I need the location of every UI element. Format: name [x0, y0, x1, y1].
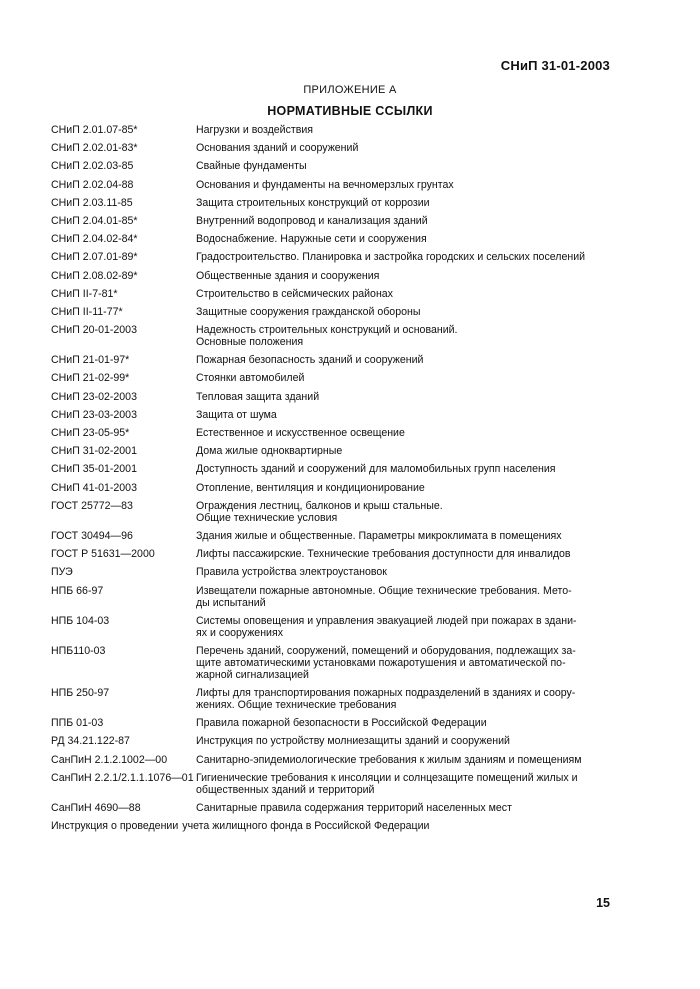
reference-code: СанПиН 2.1.2.1002—00	[51, 753, 168, 766]
reference-title: Градостроительство. Планировка и застройка городских и сельских поселений	[196, 251, 586, 264]
reference-code: СНиП 2.07.01-89*	[51, 251, 138, 264]
appendix-label: ПРИЛОЖЕНИЕ А	[303, 84, 397, 96]
reference-code: СНиП 21-01-97*	[51, 354, 130, 367]
section-title: НОРМАТИВНЫЕ ССЫЛКИ	[267, 104, 433, 118]
reference-code: СНиП 21-02-99*	[51, 372, 130, 385]
reference-code: СНиП 2.02.01-83*	[51, 142, 138, 155]
reference-row	[51, 585, 621, 609]
reference-row	[51, 233, 621, 245]
reference-code: НПБ110-03	[51, 644, 106, 657]
reference-row	[51, 802, 621, 814]
reference-title: Защита строительных конструкций от коррозии	[196, 196, 430, 209]
reference-row	[51, 427, 621, 439]
reference-row	[51, 324, 621, 348]
reference-code: СНиП 23-02-2003	[51, 390, 137, 403]
reference-row	[51, 391, 621, 403]
reference-code: СНиП 2.04.02-84*	[51, 233, 138, 246]
reference-row	[51, 251, 621, 263]
reference-row	[51, 717, 621, 729]
reference-title: Строительство в сейсмических районах	[196, 287, 393, 300]
reference-title: Свайные фундаменты	[196, 160, 307, 173]
reference-title: Санитарно-эпидемиологические требования к жилым зданиям и помещениям	[196, 753, 582, 766]
reference-code: СНиП 31-02-2001	[51, 445, 137, 458]
reference-title: Надежность строительных конструкций и оснований. Основные положения	[196, 324, 458, 349]
reference-row	[51, 754, 621, 766]
reference-row	[51, 160, 621, 172]
reference-row	[51, 409, 621, 421]
reference-title: учета жилищного фонда в Российской Федерации	[182, 820, 430, 833]
reference-code: СНиП 20-01-2003	[51, 324, 137, 337]
reference-title: Правила устройства электроустановок	[196, 566, 387, 579]
reference-row	[51, 215, 621, 227]
page-number: 15	[596, 896, 610, 910]
reference-title: Гигиенические требования к инсоляции и солнцезащите помещений жилых и общественных зданий и территорий	[196, 771, 578, 796]
reference-row	[51, 566, 621, 578]
reference-code: СНиП 2.01.07-85*	[51, 124, 138, 136]
reference-row	[51, 124, 621, 136]
reference-title: Защита от шума	[196, 408, 277, 421]
document-code-header: СНиП 31-01-2003	[500, 58, 610, 73]
reference-code: ГОСТ 30494—96	[51, 529, 133, 542]
reference-code: НПБ 66-97	[51, 584, 104, 597]
reference-code: НПБ 250-97	[51, 687, 110, 700]
reference-title: Дома жилые одноквартирные	[196, 445, 343, 458]
reference-title: Естественное и искусственное освещение	[196, 427, 405, 439]
reference-row	[51, 500, 621, 524]
reference-row	[51, 772, 621, 796]
reference-code: Инструкция о проведении	[51, 820, 179, 833]
reference-title: Доступность зданий и сооружений для маломобильных групп населения	[196, 463, 556, 476]
reference-code: СанПиН 2.2.1/2.1.1.1076—01	[51, 771, 194, 784]
reference-row	[51, 306, 621, 318]
reference-title: Внутренний водопровод и канализация зданий	[196, 214, 428, 227]
reference-code: СНиП 2.02.03-85	[51, 160, 134, 173]
reference-code: НПБ 104-03	[51, 614, 110, 627]
reference-title: Нагрузки и воздействия	[196, 124, 314, 136]
reference-code: СНиП 2.02.04-88	[51, 178, 134, 191]
reference-title: Здания жилые и общественные. Параметры микроклимата в помещениях	[196, 529, 562, 542]
reference-row	[51, 445, 621, 457]
reference-row	[51, 463, 621, 475]
reference-title: Пожарная безопасность зданий и сооружений	[196, 354, 424, 367]
reference-code: СНиП 41-01-2003	[51, 481, 137, 494]
reference-row	[51, 687, 621, 711]
reference-code: ГОСТ Р 51631—2000	[51, 548, 155, 561]
reference-title: Инструкция по устройству молниезащиты зданий и сооружений	[196, 735, 510, 748]
reference-title: Стоянки автомобилей	[196, 372, 305, 385]
reference-row	[51, 820, 621, 832]
reference-title: Перечень зданий, сооружений, помещений и оборудования, подлежащих за- щите автоматическими установками пожаротушения и автоматической по- жарной сигнализацией	[196, 644, 576, 681]
reference-row	[51, 482, 621, 494]
reference-title: Отопление, вентиляция и кондиционирование	[196, 481, 425, 494]
reference-code: СНиП 35-01-2001	[51, 463, 137, 476]
reference-row	[51, 270, 621, 282]
reference-title: Основания и фундаменты на вечномерзлых грунтах	[196, 178, 454, 191]
reference-code: РД 34.21.122-87	[51, 735, 130, 748]
reference-title: Правила пожарной безопасности в Российской Федерации	[196, 717, 487, 730]
reference-title: Извещатели пожарные автономные. Общие технические требования. Мето- ды испытаний	[196, 584, 572, 609]
reference-row	[51, 645, 621, 681]
reference-code: СНиП II-7-81*	[51, 287, 118, 300]
reference-code: СНиП II-11-77*	[51, 305, 123, 318]
references-list	[51, 124, 621, 838]
reference-code: ППБ 01-03	[51, 717, 104, 730]
reference-title: Водоснабжение. Наружные сети и сооружения	[196, 233, 427, 246]
reference-title: Ограждения лестниц, балконов и крыш стальные. Общие технические условия	[196, 499, 443, 524]
reference-code: СНиП 23-05-95*	[51, 427, 130, 439]
reference-code: СНиП 2.04.01-85*	[51, 214, 138, 227]
reference-row	[51, 372, 621, 384]
reference-title: Основания зданий и сооружений	[196, 142, 359, 155]
reference-row	[51, 179, 621, 191]
reference-code: СанПиН 4690—88	[51, 802, 141, 814]
reference-code: СНиП 2.03.11-85	[51, 196, 133, 209]
reference-row	[51, 615, 621, 639]
reference-title: Защитные сооружения гражданской обороны	[196, 305, 421, 318]
reference-title: Системы оповещения и управления эвакуацией людей при пожарах в здани- ях и сооружениях	[196, 614, 577, 639]
reference-title: Лифты для транспортирования пожарных подразделений в зданиях и соору- жениях. Общие технические требования	[196, 687, 576, 712]
reference-title: Тепловая защита зданий	[196, 390, 320, 403]
reference-row	[51, 354, 621, 366]
reference-code: СНиП 23-03-2003	[51, 408, 137, 421]
reference-title: Санитарные правила содержания территорий населенных мест	[196, 802, 512, 814]
reference-code: СНиП 2.08.02-89*	[51, 269, 138, 282]
reference-row	[51, 288, 621, 300]
reference-row	[51, 142, 621, 154]
reference-title: Лифты пассажирские. Технические требования доступности для инвалидов	[196, 548, 571, 561]
reference-title: Общественные здания и сооружения	[196, 269, 380, 282]
reference-row	[51, 735, 621, 747]
reference-code: ПУЭ	[51, 566, 73, 579]
reference-row	[51, 530, 621, 542]
reference-row	[51, 548, 621, 560]
reference-row	[51, 197, 621, 209]
reference-code: ГОСТ 25772—83	[51, 499, 133, 512]
